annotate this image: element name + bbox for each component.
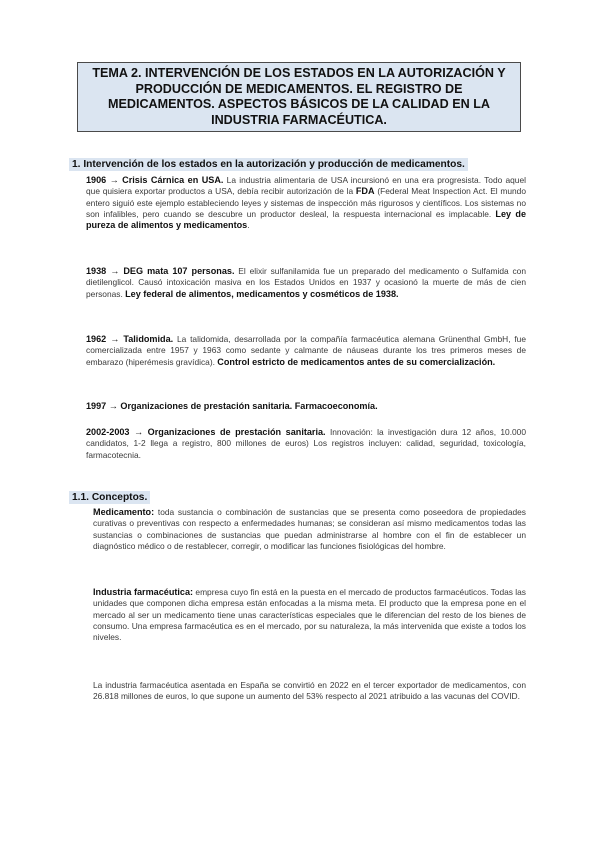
paragraph-1962: [86, 334, 526, 368]
term-medicamento: Medicamento:: [93, 507, 155, 517]
paragraph-2002: [86, 427, 526, 461]
definition-industria: [93, 587, 526, 643]
definition-medicamento: [93, 507, 526, 552]
term-industria: Industria farmacéutica:: [93, 587, 194, 597]
paragraph-1938: [86, 266, 526, 300]
lead-2002: 2002-2003 → Organizaciones de prestación sanitaria.: [86, 427, 326, 437]
law-1938: Ley federal de alimentos, medicamentos y cosméticos de 1938.: [125, 288, 399, 299]
section-heading-1-1: 1.1. Conceptos.: [69, 491, 150, 504]
paragraph-1997: [86, 401, 526, 412]
law-1962: Control estricto de medicamentos antes de su comercialización.: [217, 356, 496, 367]
lead-1997: 1997 → Organizaciones de prestación sanitaria. Farmacoeconomía.: [86, 401, 378, 411]
text-espana: La industria farmacéutica asentada en España se convirtió en 2022 en el tercer exportador de medicamentos, con 26.818 millones de euros, lo que supone un aumento del 53% respecto al 2021 atribuido a las vacunas del COVID.: [93, 680, 526, 702]
text-1906-end: .: [247, 220, 250, 231]
lead-1906: 1906 → Crisis Cárnica en USA.: [86, 175, 224, 185]
text-1962: La talidomida, desarrollada por la compañía farmacéutica alemana Grünenthal GmbH, fue comercializada entre 1957 y 1963 como sedante y calmante de náuseas durante los tres primeros meses de embarazo (hiperémesis gravídica).: [86, 334, 526, 367]
text-industria: empresa cuyo fin está en la puesta en el mercado de productos farmacéuticos. Todas las unidades que componen dicha empresa están enfocadas a la misma meta. El producto que la empresa pone en el mercado al ser un medicamento tiene unas características especiales que le diferencian del resto de los bienes de consumo. Una empresa farmacéutica es en el mercado, por su naturaleza, la más intervenida que existe a todos los niveles.: [93, 587, 526, 643]
fda-term: FDA: [355, 186, 375, 197]
page-title: TEMA 2. INTERVENCIÓN DE LOS ESTADOS EN LA AUTORIZACIÓN Y PRODUCCIÓN DE MEDICAMENTOS. EL REGISTRO DE MEDICAMENTOS. ASPECTOS BÁSICOS DE LA CALIDAD EN LA INDUSTRIA FARMACÉUTICA.: [77, 62, 521, 132]
text-medicamento: toda sustancia o combinación de sustancias que se presenta como poseedora de propiedades curativas o preventivas con respecto a enfermedades humanas; se consideran así mismo medicamentos todas las sustancias o combinaciones de sustancias que puedan administrarse al hombre con el fin de establecer un diagnóstico médico o de restablecer, corregir, o modificar las funciones fisiológicas del hombre.: [93, 507, 526, 551]
section-heading-1: 1. Intervención de los estados en la autorización y producción de medicamentos.: [69, 158, 468, 171]
text-1906-b: (Federal Meat Inspection Act. El mundo entero siguió este ejemplo estableciendo leyes y sistemas de inspección más rigurosos y científicos. Los sistemas no son infalibles, pero cuando se descubre un productor desleal, la respuesta internacional es implacable.: [86, 186, 526, 219]
text-2002: Innovación: la investigación dura 12 años, 10.000 candidatos, 1-2 llega a registro, 800 millones de euros) Los registros incluyen: calidad, seguridad, toxicología, farmacotecnia.: [86, 427, 526, 460]
lead-1938: 1938 → DEG mata 107 personas.: [86, 266, 235, 276]
law-1906: Ley de pureza de alimentos y medicamentos: [86, 208, 527, 231]
lead-1962: 1962 → Talidomida.: [86, 334, 174, 344]
paragraph-espana: [93, 680, 526, 703]
paragraph-1906: [86, 175, 526, 231]
text-1938: El elixir sulfanilamida fue un preparado del medicamento o Sulfamida con dietilenglicol. Causó intoxicación masiva en los Estados Unidos en 1937 y ocasionó la muerte de más de cien personas.: [86, 266, 526, 299]
text-1906-a: La industria alimentaria de USA incursionó en una era progresista. Todo aquel que quisiera exportar productos a USA, debía recibir autorización de la: [86, 175, 526, 197]
